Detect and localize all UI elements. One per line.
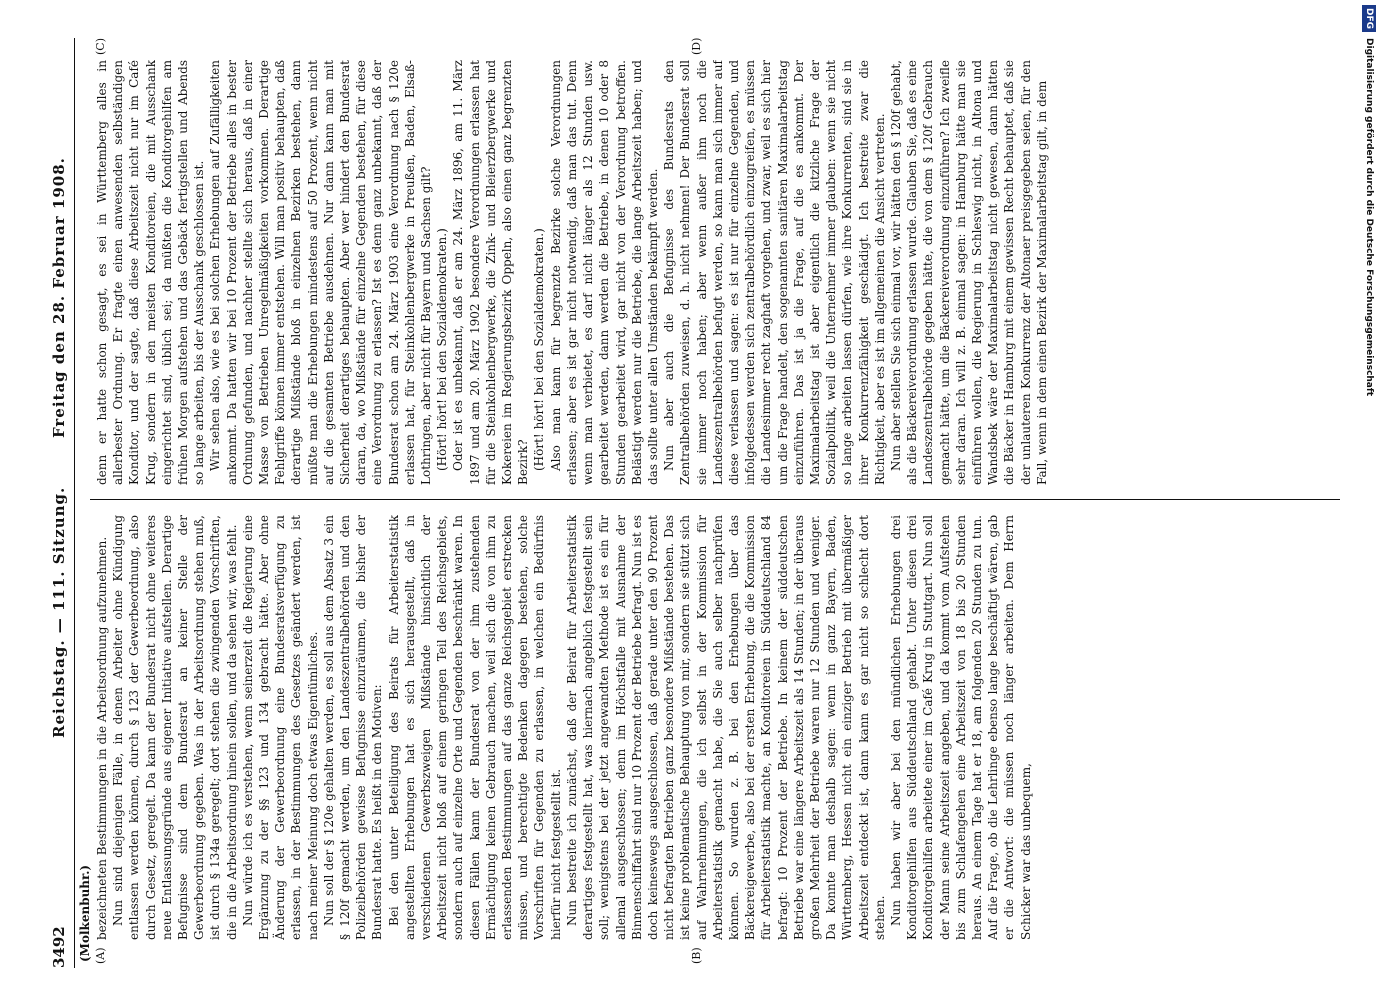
margin-mark-c: (C) (94, 38, 107, 55)
session-date: Freitag den 28. Februar 1908. (50, 157, 68, 438)
header-rule (74, 38, 75, 968)
paragraph: Wir sehen also, wie es bei solchen Erhebungen auf Zufälligkeiten ankommt. Da hatten wir bei 10 Prozent der Betriebe alles in bester Ordnung gefunden, und nachher stellte sich heraus, daß in einer Masse von Betrieben Unregelmäßigkeiten vorkommen. Derartige Fehlgriffe können immer entstehen. Will man positiv behaupten, daß derartige Mißstände bloß in einzelnen Bezirken bestehen, dann müßte man die Erhebungen mindestens auf 50 Prozent, wenn nicht auf die gesamten Betriebe ausdehnen. Nur dann kann man mit Sicherheit derartiges behaupten. Aber wer hindert den Bundesrat daran, da, wo Mißstände für einzelne Gegenden bestehen, für diese eine Verordnung zu erlassen? Ist es denn ganz unbekannt, daß der Bundesrat schon am 24. März 1903 eine Verordnung nach § 120e erlassen hat, für Steinkohlenbergwerke in Preußen, Baden, Elsaß-Lothringen, aber nicht für Bayern und Sachsen gilt? (208, 60, 434, 485)
margin-mark-a: (A) (94, 947, 107, 964)
margin-mark-b: (B) (690, 947, 703, 964)
dfg-logo: DFG (1362, 5, 1376, 32)
column-separator (90, 499, 1340, 500)
speaker-name: (Molkenbuhr.) (78, 864, 92, 962)
text-column-right (94, 60, 1339, 485)
paragraph: Nun aber auch die Befugnisse des Bundesrats den Zentralbehörden zuweisen, d. h. nicht nehmen! Der Bundesrat soll sie immer noch haben; aber wenn außer ihm noch die Landeszentralbehörden befugt werden, so kann man sich immer auf diese verlassen und sagen: es ist nur für einzelne Gegenden, und infolgedessen werden sich zentralbehördlich einzugreifen, es müssen die Landesimmer recht zaghaft vorgehen, und zwar, weil es sich hier um die Frage handelt, den sogenannten sanitären Maximalarbeitstag einzuführen. Das ist ja die Frage, auf die es ankommt. Der Maximalarbeitstag ist aber eigentlich die kitzliche Frage der Sozialpolitik, weil die Unternehmer immer glauben: wenn sie nicht so lange arbeiten lassen dürfen, wie ihre Konkurrenten, sind sie in ihrer Konkurrenzfähigkeit geschädigt. Ich bestreite zwar die Richtigkeit, aber es ist im allgemeinen die Ansicht vertreten. (662, 60, 887, 485)
rotated-page-body (50, 38, 1345, 968)
paragraph: Nun soll der § 120e gehalten werden, es soll aus dem Absatz 3 ein § 120f gemacht werden, um den Landeszentralbehörden und den Polizeibehörden gewisse Befugnisse einzuräumen, die bisher der Bundesrat hatte. Es heißt in den Motiven: (321, 515, 385, 940)
paragraph: Nun bestreite ich zunächst, daß der Beirat für Arbeiterstatistik derartiges festgestellt hat, was hiernach angeblich festgestellt sein soll; wenigstens bei der jetzt angewandten Methode ist es ein für allemal ausgeschlossen; denn im Höchstfalle mit Ausnahme der Binnenschiffahrt sind nur 10 Prozent der Betriebe befragt. Nun ist es doch keineswegs ausgeschlossen, daß gerade unter den 90 Prozent nicht befragten Betrieben ganz besondere Mißstände bestehen. Das ist keine problematische Behauptung von mir, sondern sie stützt sich auf Wahrnehmungen, die ich selbst in der Kommission für Arbeiterstatistik gemacht habe, die Sie auch selber nachprüfen können. So wurden z. B. bei den Erhebungen über das Bäckereigewerbe, also bei der ersten Erhebung, die die Kommission für Arbeiterstatistik machte, an Konditoreien in Süddeutschland 84 befragt: 10 Prozent der Betriebe. In keinem der süddeutschen Betriebe war eine längere Arbeitszeit als 14 Stunden; in der überaus großen Mehrheit der Betriebe waren nur 12 Stunden und weniger. Da konnte man deshalb sagen: wenn in ganz Bayern, Baden, Württemberg, Hessen nicht ein einziger Betrieb mit übermäßiger Arbeitszeit entdeckt ist, dann kann es gar nicht so schlecht dort stehen. (564, 515, 887, 940)
paragraph: Also man kann für begrenzte Bezirke solche Verordnungen erlassen; aber es ist gar nicht notwendig, daß man das tut. Denn wenn man verbietet, es darf nicht länger als 12 Stunden usw. gearbeitet werden, dann werden die Betriebe, in denen 10 oder 8 Stunden gearbeitet wird, gar nicht von der Verordnung betroffen. Belästigt werden nur die Betriebe, die lange Arbeitszeit haben; und das sollte unter allen Umständen bekämpft werden. (548, 60, 660, 485)
session-title: Reichstag. — 111. Sitzung. (50, 486, 68, 738)
interjection: (Hört! hört! bei den Sozialdemokraten.) (532, 228, 547, 471)
paragraph: Oder ist es unbekannt, daß er am 24. März 1896, am 11. März 1897 und am 20. März 1902 besondere Verordnungen erlassen hat für die Steinkohlenbergwerke, die Zink- und Bleierzbergwerke und Kokereien im Regierungsbezirk Oppeln, also einen ganz begrenzten Bezirk? (451, 60, 531, 485)
page-number: 3492 (50, 926, 68, 968)
running-header (50, 38, 72, 968)
digitization-credit (1351, 5, 1383, 995)
text-column-left (94, 515, 1339, 940)
paragraph: Nun würde ich es verstehen, wenn seinerzeit die Regierung eine Ergänzung zu der §§ 123 und 134 gebracht hätte. Aber ohne Änderung der Gewerbeordnung eine Bundesratsverfügung zu erlassen, in der Bestimmungen des Gesetzes geändert werden, ist nach meiner Meinung doch etwas Eigentümliches. (240, 515, 320, 940)
paragraph: denn er hatte schon gesagt, es sei in Württemberg alles in allerbester Ordnung. Er fragte einen anwesenden selbständigen Konditor, und der sagte, daß diese Arbeitszeit nicht nur im Café Krug, sondern in den meisten Konditoreien, die mit Ausschank eingerichtet sind, üblich sei; da müßten die Konditorgehilfen am frühen Morgen aufstehen und das Gebäck fertigstellen und Abends so lange arbeiten, bis der Ausschank geschlossen ist. (95, 60, 207, 485)
credit-text: Digitalisierung gefördert durch die Deutsche Forschungsgemeinschaft (1364, 38, 1374, 397)
paragraph-quote: Bei den unter Beteiligung des Beirats für Arbeiterstatistik angestellten Erhebungen hat es sich herausgestellt, daß in verschiedenen Gewerbszweigen Mißstände hinsichtlich der Arbeitszeit nicht bloß auf einem geringen Teil des Reichsgebiets, sondern auch auf einzelne Orte und Gegenden beschränkt waren. In diesen Fällen kann der Bundesrat von der ihm zustehenden Ermächtigung keinen Gebrauch machen, weil sich die von ihm zu erlassenden Bestimmungen auf das ganze Reichsgebiet erstrecken müssen, und berechtigte Bedenken dagegen bestehen, solche Vorschriften für Gegenden zu erlassen, in welchen ein Bedürfnis hierfür nicht festgestellt ist. (386, 515, 563, 940)
interjection: (Hört! hört! bei den Sozialdemokraten.) (435, 228, 450, 471)
margin-mark-d: (D) (690, 37, 703, 55)
paragraph: Nun sind diejenigen Fälle, in denen Arbeiter ohne Kündigung entlassen werden können, durch § 123 der Gewerbeordnung, also durch Gesetz, geregelt. Da kann der Bundesrat nicht ohne weiteres neue Entlassungsgründe aus eigener Initiative aufstellen. Derartige Befugnisse sind dem Bundesrat an keiner Stelle der Gewerbeordnung gegeben. Was in der Arbeitsordnung stehen muß, ist durch § 134a geregelt; dort stehen die zwingenden Vorschriften, die in die Arbeitsordnung hinein sollen, und da sehen wir, was fehlt. (111, 515, 239, 940)
paragraph: Nun aber stellen Sie sich einmal vor, wir hätten den § 120f gehabt, als die Bäckereiverordnung erlassen wurde. Glauben Sie, daß es eine Landeszentralbehörde gegeben hätte, die von dem § 120f Gebrauch gemacht hätte, um die Bäckereiverordnung einzuführen? Ich zweifle sehr daran. Ich will z. B. einmal sagen: in Hamburg hätte man sie einführen wollen, die Regierung in Schleswig nicht, in Altona und Wandsbek wäre der Maximalarbeitstag nicht gewesen, dann hätten die Bäcker in Hamburg mit einem gewissen Recht behauptet, daß sie der unlauteren Konkurrenz der Altonaer preisgegeben seien, für den Fall, wenn in dem einen Bezirk der Maximalarbeitstag gilt, in dem (888, 60, 1049, 485)
paragraph: Nun haben wir aber bei den mündlichen Erhebungen drei Konditorgehilfen aus Süddeutschland gehabt. Unter diesen drei Konditorgehilfen arbeitete einer im Café Krug in Stuttgart. Nun soll der Mann seine Arbeitszeit angeben, und da kommt vom Aufstehen bis zum Schlafengehen eine Arbeitszeit von 18 bis 20 Stunden heraus. An einem Tage hat er 18, am folgenden 20 Stunden zu tun. Auf die Frage, ob die Lehrlinge ebenso lange beschäftigt wären, gab er die Antwort: die müssen noch länger arbeiten. Dem Herrn Schicker war das unbequem, (888, 515, 1033, 940)
paragraph: bezeichneten Bestimmungen in die Arbeitsordnung aufzunehmen. (95, 536, 109, 940)
